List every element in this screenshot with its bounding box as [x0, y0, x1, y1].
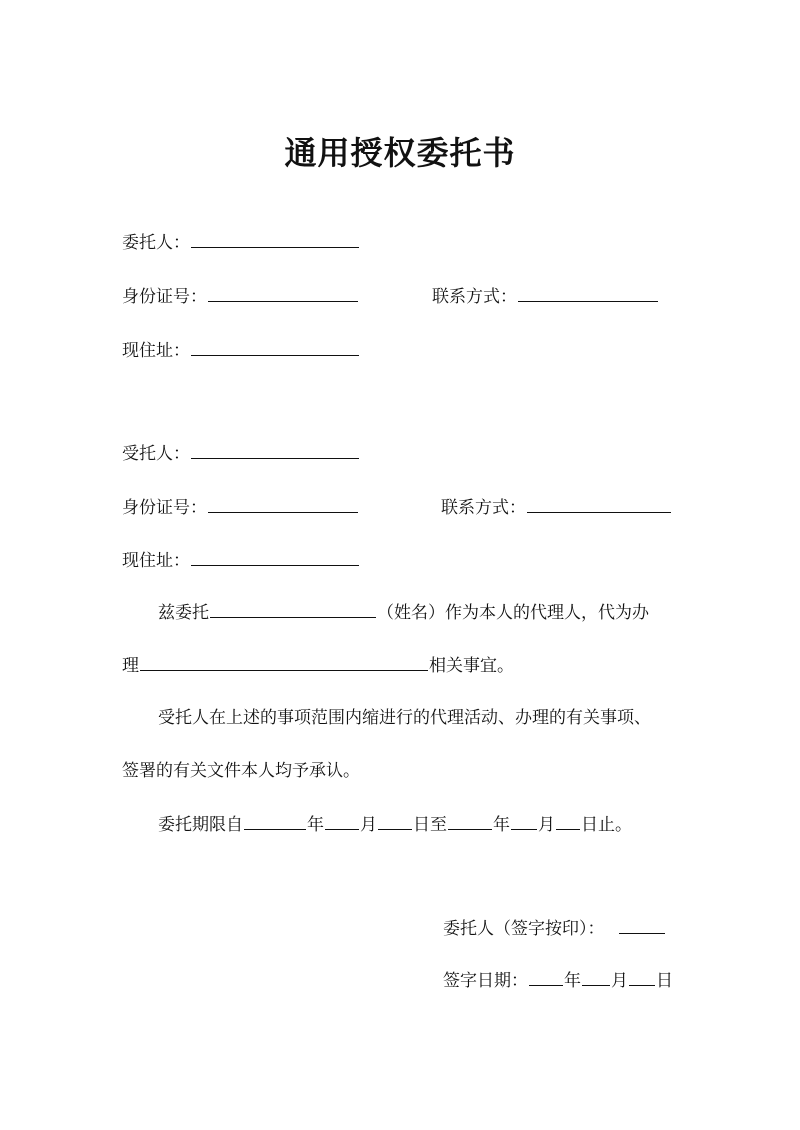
- signature-day-blank: [629, 967, 655, 986]
- agent-id-label: 身份证号：: [122, 498, 207, 518]
- signature-blank: [619, 915, 665, 934]
- principal-id-row: [122, 283, 359, 310]
- agent-name-row: [122, 440, 360, 467]
- entrust-sentence: [158, 599, 649, 626]
- agent-address-label: 现住址：: [122, 551, 190, 571]
- agent-address-blank: [191, 547, 359, 566]
- agent-name-blank: [191, 440, 359, 459]
- agent-id-row: [122, 494, 359, 521]
- signature-day: 日: [656, 971, 673, 991]
- entrust-suffix: （姓名）作为本人的代理人，代为办: [377, 603, 649, 623]
- principal-id-blank: [208, 283, 358, 302]
- agent-full-name-blank: [210, 599, 376, 618]
- matters-blank: [140, 652, 428, 671]
- agent-address-row: [122, 547, 360, 574]
- entrust-prefix: 兹委托: [158, 603, 209, 623]
- principal-name-label: 委托人：: [122, 233, 190, 253]
- agent-contact-label: 联系方式：: [441, 498, 526, 518]
- recognition-line-1: 受托人在上述的事项范围内缩进行的代理活动、办理的有关事项、: [158, 708, 651, 728]
- signature-year-blank: [529, 967, 563, 986]
- principal-address-blank: [191, 337, 359, 356]
- handle-suffix: 相关事宜。: [429, 656, 514, 676]
- term-start-year-blank: [244, 811, 306, 830]
- signature-label: 委托人（签字按印）：: [443, 919, 605, 939]
- principal-address-label: 现住址：: [122, 341, 190, 361]
- term-end-day-blank: [556, 811, 580, 830]
- principal-id-label: 身份证号：: [122, 287, 207, 307]
- principal-contact-label: 联系方式：: [432, 287, 517, 307]
- principal-name-blank: [191, 229, 359, 248]
- term-end-month-blank: [511, 811, 537, 830]
- signature-year: 年: [564, 971, 581, 991]
- term-start-day-blank: [378, 811, 412, 830]
- term-end-year-blank: [448, 811, 492, 830]
- signature-row: [443, 915, 666, 942]
- handle-sentence: [122, 652, 514, 679]
- agent-id-blank: [208, 494, 358, 513]
- signature-month-blank: [582, 967, 610, 986]
- principal-contact-blank: [518, 283, 658, 302]
- principal-address-row: [122, 337, 360, 364]
- signature-month: 月: [611, 971, 628, 991]
- term-start-month-blank: [325, 811, 359, 830]
- recognition-line-2: 签署的有关文件本人均予承认。: [122, 761, 360, 781]
- term-year-1: 年: [307, 815, 324, 835]
- term-month-1: 月: [360, 815, 377, 835]
- term-end: 日止。: [581, 815, 632, 835]
- document-title: 通用授权委托书: [284, 134, 516, 172]
- agent-name-label: 受托人：: [122, 444, 190, 464]
- term-sentence: [158, 811, 632, 838]
- signature-date-row: [443, 967, 673, 994]
- principal-name-row: [122, 229, 360, 256]
- term-day-to: 日至: [413, 815, 447, 835]
- agent-contact-blank: [527, 494, 671, 513]
- principal-contact-row: [432, 283, 659, 310]
- term-month-2: 月: [538, 815, 555, 835]
- term-year-2: 年: [493, 815, 510, 835]
- agent-contact-row: [441, 494, 672, 521]
- signature-date-label: 签字日期：: [443, 971, 528, 991]
- term-prefix: 委托期限自: [158, 815, 243, 835]
- handle-prefix: 理: [122, 656, 139, 676]
